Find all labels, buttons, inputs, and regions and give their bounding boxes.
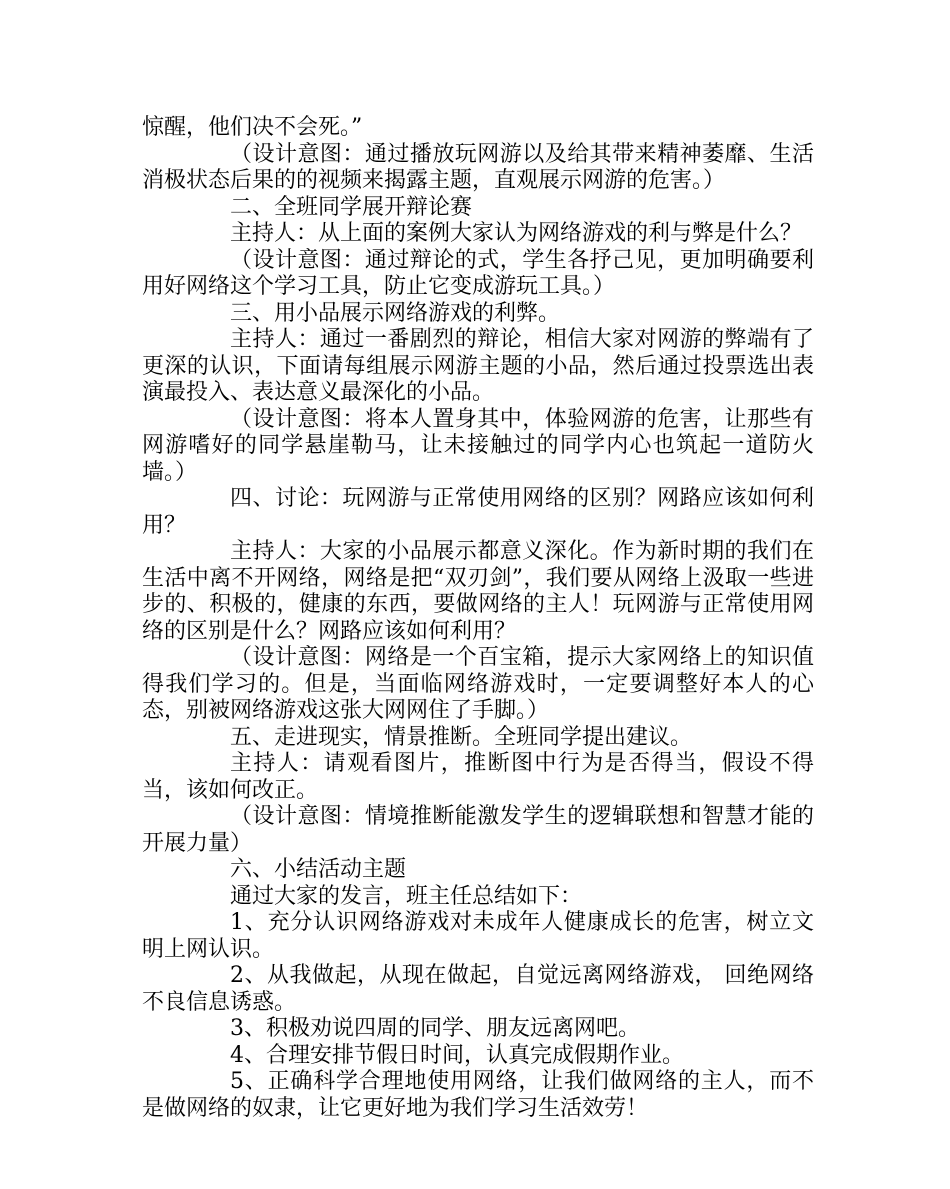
summary-item-2: 2、从我做起，从现在做起，自觉远离网络游戏， 回绝网络不良信息诱惑。 (142, 963, 814, 1015)
paragraph-host-2: 主持人：通过一番剧烈的辩论，相信大家对网游的弊端有了更深的认识，下面请每组展示网游主题的小品，然后通过投票选出表演最投入、表达意义最深化的小品。 (142, 327, 814, 405)
summary-item-5: 5、正确科学合理地使用网络，让我们做网络的主人，而不是做网络的奴隶，让它更好地为我们学习生活效劳！ (142, 1069, 814, 1121)
summary-item-1: 1、充分认识网络游戏对未成年人健康成长的危害，树立文明上网认识。 (142, 910, 814, 962)
paragraph-host-1: 主持人：从上面的案例大家认为网络游戏的利与弊是什么？ (230, 221, 803, 246)
summary-item-4: 4、合理安排节假日时间，认真完成假期作业。 (230, 1042, 684, 1068)
paragraph-design-intent-1: （设计意图：通过播放玩网游以及给其带来精神萎靡、生活消极状态后果的的视频来揭露主题，直观展示网游的危害。） (142, 141, 814, 193)
paragraph-design-intent-2: （设计意图：通过辩论的式，学生各抒己见，更加明确要利用好网络这个学习工具，防止它变成游玩工具。） (142, 247, 814, 299)
paragraph-design-intent-5: （设计意图：情境推断能激发学生的逻辑联想和智慧才能的开展力量） (142, 804, 814, 856)
paragraph-host-3: 主持人：大家的小品展示都意义深化。作为新时期的我们在生活中离不开网络，网络是把“双刃剑”，我们要从网络上汲取一些进步的、积极的，健康的东西，要做网络的主人！玩网游与正常使用网络的区别是什么？网路应该如何利用？ (142, 539, 814, 644)
section-heading-4: 四、讨论：玩网游与正常使用网络的区别？网路应该如何利用？ (142, 486, 814, 538)
summary-item-3: 3、积极劝说四周的同学、朋友远离网吧。 (230, 1016, 640, 1041)
section-heading-3: 三、用小品展示网络游戏的利弊。 (230, 300, 561, 326)
paragraph-design-intent-4: （设计意图：网络是一个百宝箱，提示大家网络上的知识值得我们学习的。但是，当面临网络游戏时，一定要调整好本人的心态，别被网络游戏这张大网网住了手脚。） (142, 645, 814, 723)
paragraph-host-4: 主持人：请观看图片，推断图中行为是否得当，假设不得当，该如何改正。 (142, 751, 814, 803)
paragraph-intro-quote: 惊醒，他们决不会死。” (142, 115, 363, 140)
section-heading-6: 六、小结活动主题 (230, 857, 407, 882)
section-heading-2: 二、全班同学展开辩论赛 (230, 194, 473, 220)
section-heading-5: 五、走进现实，情景推断。全班同学提出建议。 (230, 724, 693, 750)
paragraph-design-intent-3: （设计意图：将本人置身其中，体验网游的危害，让那些有网游嗜好的同学悬崖勒马，让未接触过的同学内心也筑起一道防火墙。） (142, 406, 814, 485)
document-body (142, 115, 814, 1122)
paragraph-summary-intro: 通过大家的发言，班主任总结如下： (230, 883, 583, 909)
